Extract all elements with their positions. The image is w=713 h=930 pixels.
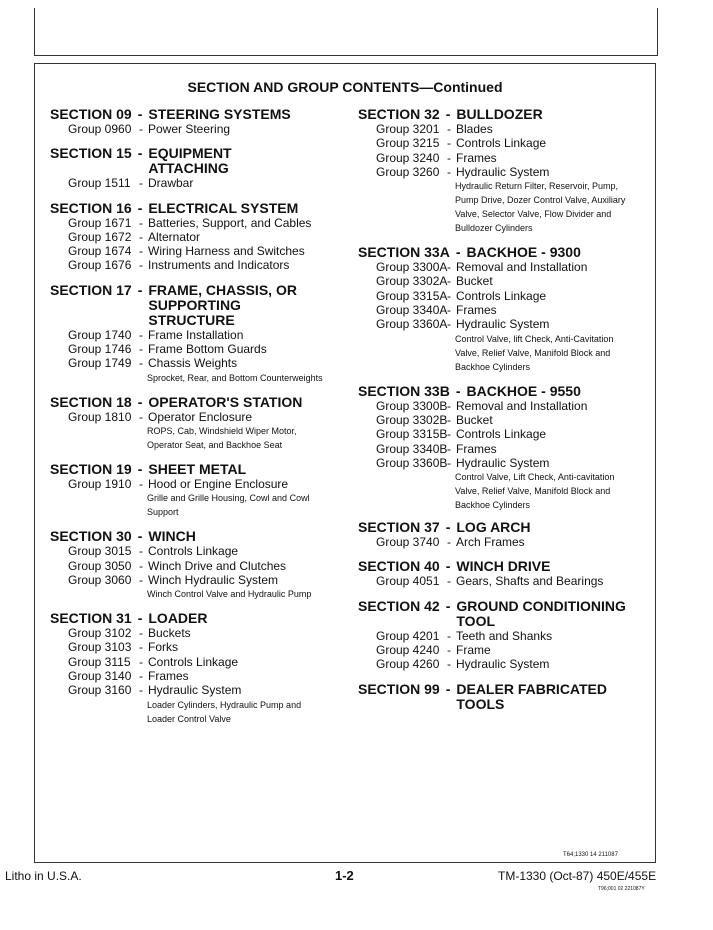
- group-row: [376, 151, 658, 165]
- group-name: Instruments and Indicators: [148, 258, 290, 273]
- group-dash: -: [447, 150, 451, 165]
- section-title-line: DEALER FABRICATED: [456, 680, 608, 697]
- group-dash: -: [447, 643, 451, 658]
- section-title: [456, 682, 658, 712]
- section-dash: -: [445, 519, 451, 536]
- group-name: Winch Drive and Clutches: [148, 558, 287, 573]
- group-row: [376, 413, 658, 427]
- group-number: Group 3360A: [376, 317, 448, 332]
- group-row: [68, 655, 350, 669]
- group-description-line: Valve, Selector Valve, Flow Divider and: [455, 209, 612, 220]
- group-number: Group 1746: [68, 342, 132, 357]
- group-description: [147, 587, 350, 601]
- section-dash: -: [137, 610, 143, 627]
- section-title-line: SHEET METAL: [148, 460, 247, 477]
- section-heading: [50, 146, 350, 176]
- section-title: [466, 245, 658, 260]
- group-dash: -: [447, 260, 451, 275]
- footer-code: T96;001 02 221087Y: [598, 886, 645, 892]
- section-heading: [50, 462, 350, 477]
- group-number: Group 4260: [376, 657, 440, 672]
- section-label: SECTION 09: [50, 106, 132, 122]
- group-row: [68, 477, 350, 491]
- section-dash: -: [445, 106, 451, 122]
- group-description-line: Sprocket, Rear, and Bottom Counterweights: [147, 372, 323, 383]
- top-border-box: [34, 8, 658, 56]
- section-title: [148, 146, 350, 176]
- section-entry: [50, 611, 350, 725]
- section-entry: [50, 283, 350, 385]
- group-dash: -: [139, 342, 143, 357]
- group-number: Group 3102: [68, 626, 132, 641]
- group-number: Group 1676: [68, 258, 132, 273]
- group-name: Power Steering: [148, 122, 231, 136]
- group-name: Bucket: [456, 412, 493, 427]
- section-title-line: LOG ARCH: [456, 519, 531, 536]
- group-name: Frames: [456, 150, 497, 165]
- group-number: Group 1671: [68, 215, 132, 230]
- group-dash: -: [447, 136, 451, 151]
- section-entry: [358, 599, 658, 672]
- group-row: [68, 342, 350, 356]
- group-row: [68, 544, 350, 558]
- group-row: [376, 657, 658, 671]
- manual-id: TM-1330 (Oct-87) 450E/455E: [498, 869, 657, 883]
- group-dash: -: [139, 215, 143, 230]
- section-label: SECTION 15: [50, 145, 132, 162]
- group-description: [147, 424, 350, 452]
- section-dash: -: [137, 106, 143, 122]
- section-title: [148, 611, 350, 626]
- group-dash: -: [139, 544, 143, 559]
- group-description-line: Control Valve, Lift Check, Anti-cavitation: [455, 472, 615, 483]
- group-number: Group 3315A: [376, 288, 448, 303]
- group-dash: -: [139, 558, 143, 573]
- section-heading: [358, 682, 658, 712]
- section-heading: [358, 559, 658, 574]
- group-description-line: Bulldozer Cylinders: [455, 223, 533, 234]
- section-heading: [358, 245, 658, 260]
- group-number: Group 1674: [68, 244, 132, 259]
- group-number: Group 3260: [376, 164, 440, 179]
- right-column: [358, 107, 658, 722]
- section-title: [456, 107, 658, 122]
- group-name: Controls Linkage: [148, 654, 239, 669]
- section-heading: [358, 384, 658, 399]
- section-label: SECTION 19: [50, 460, 132, 477]
- group-number: Group 1749: [68, 356, 132, 371]
- section-dash: -: [445, 597, 451, 614]
- section-title-line: TOOL: [456, 612, 496, 629]
- section-dash: -: [445, 680, 451, 697]
- group-number: Group 4240: [376, 643, 440, 658]
- group-dash: -: [139, 327, 143, 342]
- group-number: Group 3060: [68, 572, 132, 587]
- group-description-line: Support: [147, 507, 179, 518]
- section-title-line: WINCH: [148, 528, 196, 545]
- group-name: Controls Linkage: [456, 136, 547, 151]
- group-number: Group 3103: [68, 640, 132, 655]
- section-dash: -: [445, 558, 451, 575]
- group-description: [455, 332, 658, 374]
- section-title-line: LOADER: [148, 610, 208, 627]
- section-title: [148, 201, 350, 216]
- group-name: Frame: [456, 643, 491, 658]
- section-heading: [50, 395, 350, 410]
- section-heading: [50, 529, 350, 544]
- group-dash: -: [139, 572, 143, 587]
- group-dash: -: [447, 535, 451, 550]
- group-name: Frames: [456, 303, 497, 318]
- group-row: [376, 643, 658, 657]
- section-dash: -: [455, 244, 461, 261]
- group-row: [376, 136, 658, 150]
- group-number: Group 3300A: [376, 260, 448, 275]
- section-entry: [50, 107, 350, 136]
- section-label: SECTION 33A: [358, 244, 450, 261]
- group-name: Drawbar: [148, 176, 194, 191]
- section-title-line: GROUND CONDITIONING: [456, 597, 626, 614]
- section-label: SECTION 16: [50, 199, 132, 216]
- group-dash: -: [447, 574, 451, 589]
- section-title-line: EQUIPMENT: [148, 145, 232, 162]
- group-row: [68, 122, 350, 136]
- section-label: SECTION 37: [358, 519, 440, 536]
- section-title: [148, 462, 350, 477]
- group-number: Group 3360B: [376, 455, 448, 470]
- section-label: SECTION 33B: [358, 382, 450, 399]
- group-row: [376, 165, 658, 179]
- group-number: Group 3050: [68, 558, 132, 573]
- group-number: Group 1511: [68, 176, 131, 191]
- group-description-line: Hydraulic Return Filter, Reservoir, Pump,: [455, 181, 619, 192]
- section-label: SECTION 30: [50, 528, 132, 545]
- group-dash: -: [447, 317, 451, 332]
- section-heading: [50, 201, 350, 216]
- group-number: Group 3201: [376, 122, 440, 136]
- group-number: Group 3240: [376, 150, 440, 165]
- group-number: Group 1740: [68, 327, 132, 342]
- section-title-line: OPERATOR'S STATION: [148, 393, 303, 410]
- group-dash: -: [139, 409, 143, 424]
- section-title-line: STEERING SYSTEMS: [148, 106, 291, 122]
- section-entry: [50, 462, 350, 519]
- group-description: [147, 698, 350, 726]
- group-name: Bucket: [456, 274, 493, 289]
- section-entry: [358, 245, 658, 373]
- section-title-line: ELECTRICAL SYSTEM: [148, 199, 299, 216]
- group-description-line: Control Valve, lift Check, Anti-Cavitation: [455, 333, 614, 344]
- group-row: [68, 573, 350, 587]
- group-description: [455, 470, 658, 512]
- group-row: [376, 289, 658, 303]
- group-dash: -: [447, 274, 451, 289]
- group-name: Operator Enclosure: [148, 409, 253, 424]
- group-row: [376, 629, 658, 643]
- group-dash: -: [139, 176, 143, 191]
- group-number: Group 3302B: [376, 412, 448, 427]
- group-description-line: Backhoe Cylinders: [455, 361, 531, 372]
- group-dash: -: [139, 683, 143, 698]
- group-name: Gears, Shafts and Bearings: [456, 574, 604, 589]
- section-entry: [50, 395, 350, 452]
- group-dash: -: [139, 669, 143, 684]
- section-label: SECTION 31: [50, 610, 132, 627]
- section-title: [148, 395, 350, 410]
- group-name: Hydraulic System: [148, 683, 242, 698]
- group-description-line: ROPS, Cab, Windshield Wiper Motor,: [147, 425, 297, 436]
- group-row: [68, 216, 350, 230]
- section-title: [148, 107, 350, 122]
- group-row: [68, 669, 350, 683]
- section-entry: [358, 682, 658, 712]
- group-row: [68, 230, 350, 244]
- group-number: Group 0960: [68, 122, 132, 136]
- section-heading: [358, 520, 658, 535]
- group-name: Hydraulic System: [456, 164, 550, 179]
- group-number: Group 1910: [68, 476, 132, 491]
- group-description-line: Grille and Grille Housing, Cowl and Cowl: [147, 493, 310, 504]
- group-row: [68, 640, 350, 654]
- group-dash: -: [139, 626, 143, 641]
- section-title: [456, 599, 658, 629]
- group-row: [68, 244, 350, 258]
- group-row: [68, 410, 350, 424]
- group-number: Group 3302A: [376, 274, 448, 289]
- group-description-line: Loader Cylinders, Hydraulic Pump and: [147, 699, 302, 710]
- section-title: [456, 559, 658, 574]
- group-name: Hood or Engine Enclosure: [148, 476, 289, 491]
- group-dash: -: [447, 628, 451, 643]
- section-dash: -: [137, 460, 143, 477]
- section-entry: [358, 107, 658, 235]
- section-title-line: BACKHOE - 9550: [466, 382, 581, 399]
- group-row: [376, 122, 658, 136]
- group-row: [376, 303, 658, 317]
- group-description: [147, 491, 350, 519]
- group-name: Removal and Installation: [456, 260, 588, 275]
- section-entry: [50, 146, 350, 190]
- section-label: SECTION 99: [358, 680, 440, 697]
- left-column: [50, 107, 350, 736]
- group-name: Hydraulic System: [456, 317, 550, 332]
- section-title-line: SUPPORTING: [148, 296, 241, 313]
- group-number: Group 3340B: [376, 441, 448, 456]
- section-title: [148, 529, 350, 544]
- section-entry: [358, 520, 658, 549]
- group-name: Arch Frames: [456, 535, 525, 550]
- group-description-line: Loader Control Valve: [147, 713, 231, 724]
- section-entry: [50, 201, 350, 273]
- group-name: Wiring Harness and Switches: [148, 244, 305, 259]
- section-label: SECTION 42: [358, 597, 440, 614]
- group-description: [455, 179, 658, 235]
- group-row: [68, 683, 350, 697]
- group-row: [68, 356, 350, 370]
- section-title-line: BACKHOE - 9300: [466, 244, 581, 261]
- group-number: Group 3015: [68, 544, 132, 559]
- group-number: Group 1810: [68, 409, 132, 424]
- section-title-line: TOOLS: [456, 695, 505, 712]
- group-name: Buckets: [148, 626, 191, 641]
- group-dash: -: [447, 398, 451, 413]
- section-title: [148, 283, 350, 328]
- group-number: Group 4201: [376, 628, 440, 643]
- section-title: [456, 520, 658, 535]
- group-name: Frame Installation: [148, 327, 244, 342]
- group-name: Winch Hydraulic System: [148, 572, 279, 587]
- group-dash: -: [139, 476, 143, 491]
- group-name: Hydraulic System: [456, 657, 550, 672]
- group-dash: -: [447, 412, 451, 427]
- section-label: SECTION 40: [358, 558, 440, 575]
- section-title: [466, 384, 658, 399]
- group-name: Batteries, Support, and Cables: [148, 215, 312, 230]
- group-row: [376, 456, 658, 470]
- group-dash: -: [139, 356, 143, 371]
- group-number: Group 3315B: [376, 427, 448, 442]
- group-row: [68, 328, 350, 342]
- group-dash: -: [139, 229, 143, 244]
- group-row: [376, 535, 658, 549]
- group-name: Removal and Installation: [456, 398, 588, 413]
- section-label: SECTION 18: [50, 393, 132, 410]
- group-dash: -: [139, 640, 143, 655]
- group-row: [376, 260, 658, 274]
- group-row: [376, 317, 658, 331]
- group-name: Teeth and Shanks: [456, 628, 553, 643]
- section-label: SECTION 32: [358, 106, 440, 122]
- section-title-line: BULLDOZER: [456, 106, 543, 122]
- group-dash: -: [447, 164, 451, 179]
- section-heading: [50, 283, 350, 328]
- group-name: Frame Bottom Guards: [148, 342, 267, 357]
- footer-reference: T64;1330 14 211087: [563, 852, 618, 858]
- group-dash: -: [139, 654, 143, 669]
- group-dash: -: [447, 288, 451, 303]
- group-dash: -: [447, 441, 451, 456]
- section-dash: -: [137, 281, 143, 298]
- section-heading: [50, 107, 350, 122]
- group-name: Forks: [148, 640, 178, 655]
- group-name: Frames: [148, 669, 189, 684]
- group-row: [68, 258, 350, 272]
- group-name: Controls Linkage: [456, 288, 547, 303]
- group-name: Frames: [456, 441, 497, 456]
- section-dash: -: [137, 393, 143, 410]
- section-title-line: STRUCTURE: [148, 311, 235, 328]
- group-description-line: Operator Seat, and Backhoe Seat: [147, 439, 283, 450]
- section-heading: [358, 107, 658, 122]
- group-number: Group 3115: [68, 654, 131, 669]
- group-row: [376, 427, 658, 441]
- group-description-line: Valve, Relief Valve, Manifold Block and: [455, 347, 611, 358]
- group-row: [68, 176, 350, 190]
- group-name: Alternator: [148, 229, 201, 244]
- group-name: Chassis Weights: [148, 356, 238, 371]
- section-dash: -: [455, 382, 461, 399]
- group-dash: -: [447, 427, 451, 442]
- group-row: [376, 274, 658, 288]
- group-description: [147, 371, 350, 385]
- section-dash: -: [137, 199, 143, 216]
- group-number: Group 3140: [68, 669, 132, 684]
- group-description-line: Winch Control Valve and Hydraulic Pump: [147, 589, 312, 600]
- group-dash: -: [139, 122, 143, 136]
- group-row: [376, 442, 658, 456]
- section-dash: -: [137, 145, 143, 162]
- group-number: Group 3300B: [376, 398, 448, 413]
- group-row: [68, 626, 350, 640]
- group-number: Group 4051: [376, 574, 440, 589]
- section-title-line: FRAME, CHASSIS, OR: [148, 281, 297, 298]
- group-name: Hydraulic System: [456, 455, 550, 470]
- section-title-line: ATTACHING: [148, 160, 229, 177]
- group-dash: -: [139, 244, 143, 259]
- group-row: [68, 559, 350, 573]
- group-description-line: Backhoe Cylinders: [455, 500, 531, 511]
- group-dash: -: [447, 657, 451, 672]
- section-heading: [50, 611, 350, 626]
- group-number: Group 3160: [68, 683, 132, 698]
- group-number: Group 3215: [376, 136, 440, 151]
- footer-litho: Litho in U.S.A.: [5, 869, 82, 883]
- page-number: 1-2: [335, 868, 354, 883]
- group-dash: -: [447, 303, 451, 318]
- group-row: [376, 399, 658, 413]
- section-entry: [50, 529, 350, 601]
- section-entry: [358, 559, 658, 588]
- section-dash: -: [137, 528, 143, 545]
- group-number: Group 3340A: [376, 303, 448, 318]
- group-name: Controls Linkage: [456, 427, 547, 442]
- section-label: SECTION 17: [50, 281, 132, 298]
- group-dash: -: [447, 122, 451, 136]
- group-name: Blades: [456, 122, 493, 136]
- section-entry: [358, 384, 658, 512]
- group-description-line: Pump Drive, Dozer Control Valve, Auxiliary: [455, 195, 626, 206]
- group-name: Controls Linkage: [148, 544, 239, 559]
- group-number: Group 1672: [68, 229, 132, 244]
- group-number: Group 3740: [376, 535, 440, 550]
- group-row: [376, 574, 658, 588]
- page-title: SECTION AND GROUP CONTENTS—Continued: [187, 79, 503, 95]
- group-description-line: Valve, Relief Valve, Manifold Block and: [455, 486, 611, 497]
- group-dash: -: [447, 455, 451, 470]
- section-title-line: WINCH DRIVE: [456, 558, 551, 575]
- group-dash: -: [139, 258, 143, 273]
- section-heading: [358, 599, 658, 629]
